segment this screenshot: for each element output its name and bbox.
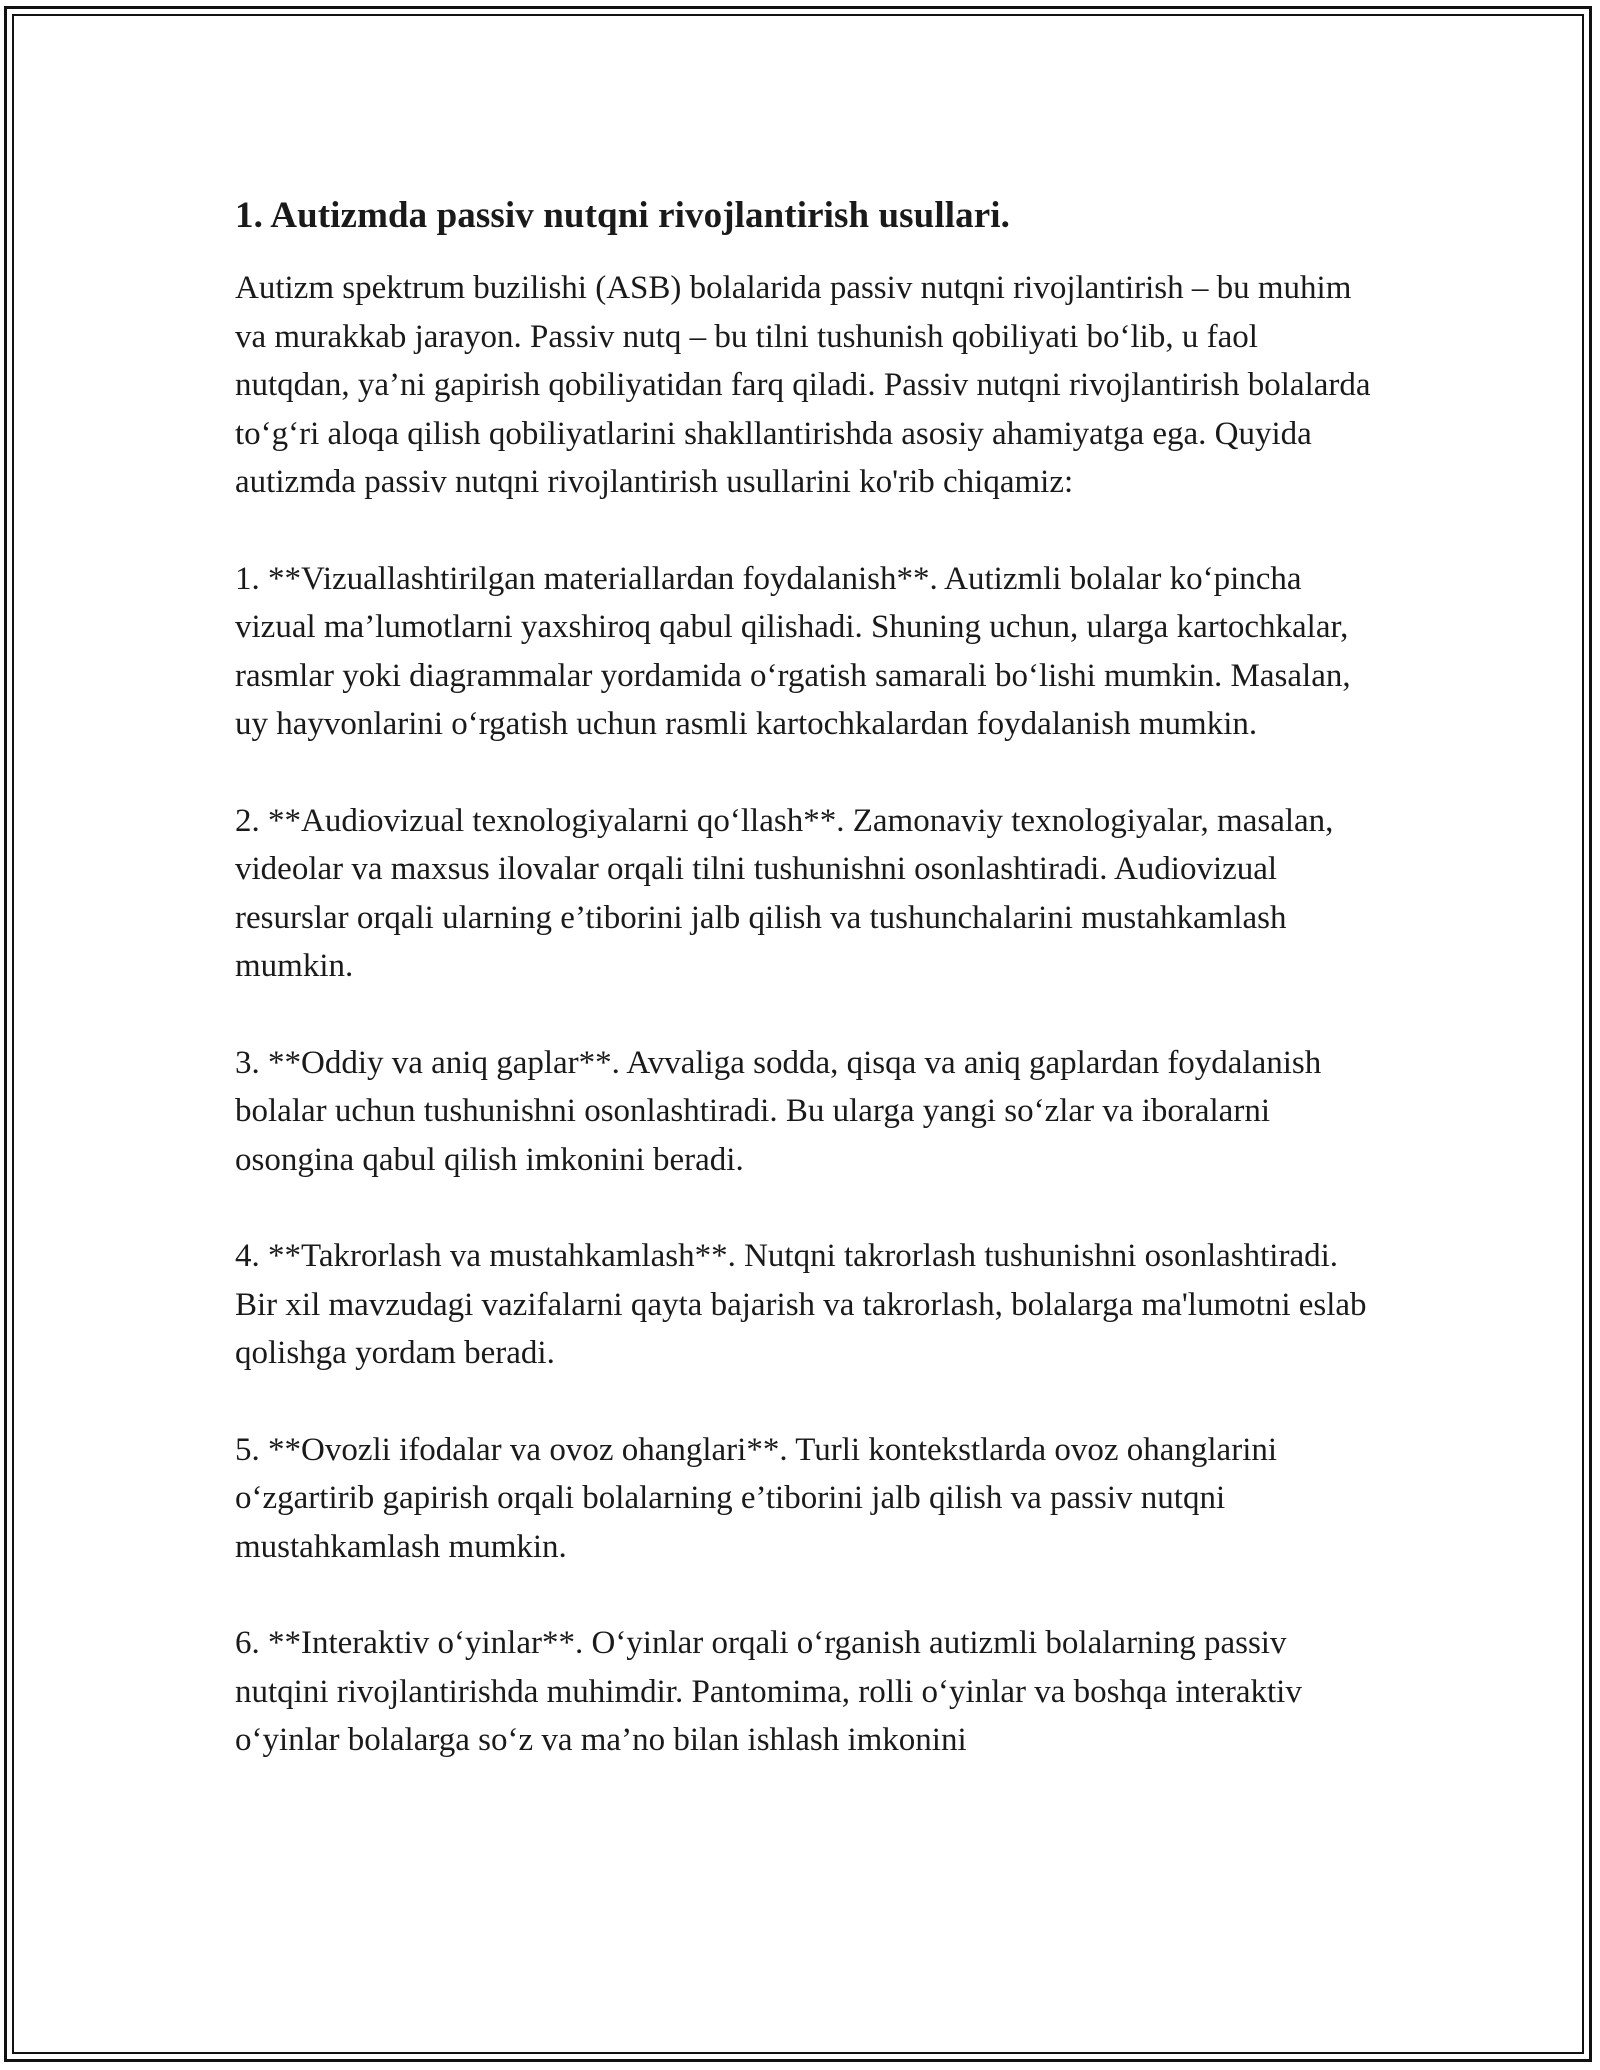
paragraph-method-2: 2. **Audiovizual texnologiyalarni qo‘llash**. Zamonaviy texnologiyalar, masalan, videolar va maxsus ilovalar orqali tilni tushunishni osonlashtiradi. Audiovizual resurslar orqali ularning e’tiborini jalb qilish va tushunchalarini mustahkamlash mumkin. — [235, 802, 1334, 984]
paragraph-method-5: 5. **Ovozli ifodalar va ovoz ohanglari**. Turli kontekstlarda ovoz ohanglarini o‘zgartirib gapirish orqali bolalarning e’tiborini jalb qilish va passiv nutqni mustahkamlash mumkin. — [235, 1431, 1278, 1565]
paragraph-intro: Autizm spektrum buzilishi (ASB) bolalarida passiv nutqni rivojlantirish – bu muhim va murakkab jarayon. Passiv nutq – bu tilni tushunish qobiliyati bo‘lib, u faol nutqdan, ya’ni gapirish qobiliyatidan farq qiladi. Passiv nutqni rivojlantirish bolalarda to‘g‘ri aloqa qilish qobiliyatlarini shakllantirishda asosiy ahamiyatga ega. Quyida autizmda passiv nutqni rivojlantirish usullarini ko'rib chiqamiz: — [235, 270, 1371, 500]
paragraph-method-4: 4. **Takrorlash va mustahkamlash**. Nutqni takrorlash tushunishni osonlashtiradi. Bir xil mavzudagi vazifalarni qayta bajarish va takrorlash, bolalarga ma'lumotni eslab qolishga yordam beradi. — [235, 1238, 1367, 1371]
paragraph-method-3: 3. **Oddiy va aniq gaplar**. Avvaliga sodda, qisqa va aniq gaplardan foydalanish bolalar uchun tushunishni osonlashtiradi. Bu ularga yangi so‘zlar va iboralarni osongina qabul qilish imkonini beradi. — [235, 1044, 1322, 1178]
paragraph-method-6: 6. **Interaktiv o‘yinlar**. O‘yinlar orqali o‘rganish autizmli bolalarning passiv nutqini rivojlantirishda muhimdir. Pantomima, rolli o‘yinlar va boshqa interaktiv o‘yinlar bolalarga so‘z va ma’no bilan ishlash imkonini — [235, 1625, 1302, 1758]
paragraph-method-1: 1. **Vizuallashtirilgan materiallardan foydalanish**. Autizmli bolalar ko‘pincha vizual ma’lumotlarni yaxshiroq qabul qilishadi. Shuning uchun, ularga kartochkalar, rasmlar yoki diagrammalar yordamida o‘rgatish samarali bo‘lishi mumkin. Masalan, uy hayvonlarini o‘rgatish uchun rasmli kartochkalardan foydalanish mumkin. — [235, 560, 1351, 742]
document-title: 1. Autizmda passiv nutqni rivojlantirish usullari. — [235, 195, 1010, 236]
document-body — [235, 192, 1375, 1765]
